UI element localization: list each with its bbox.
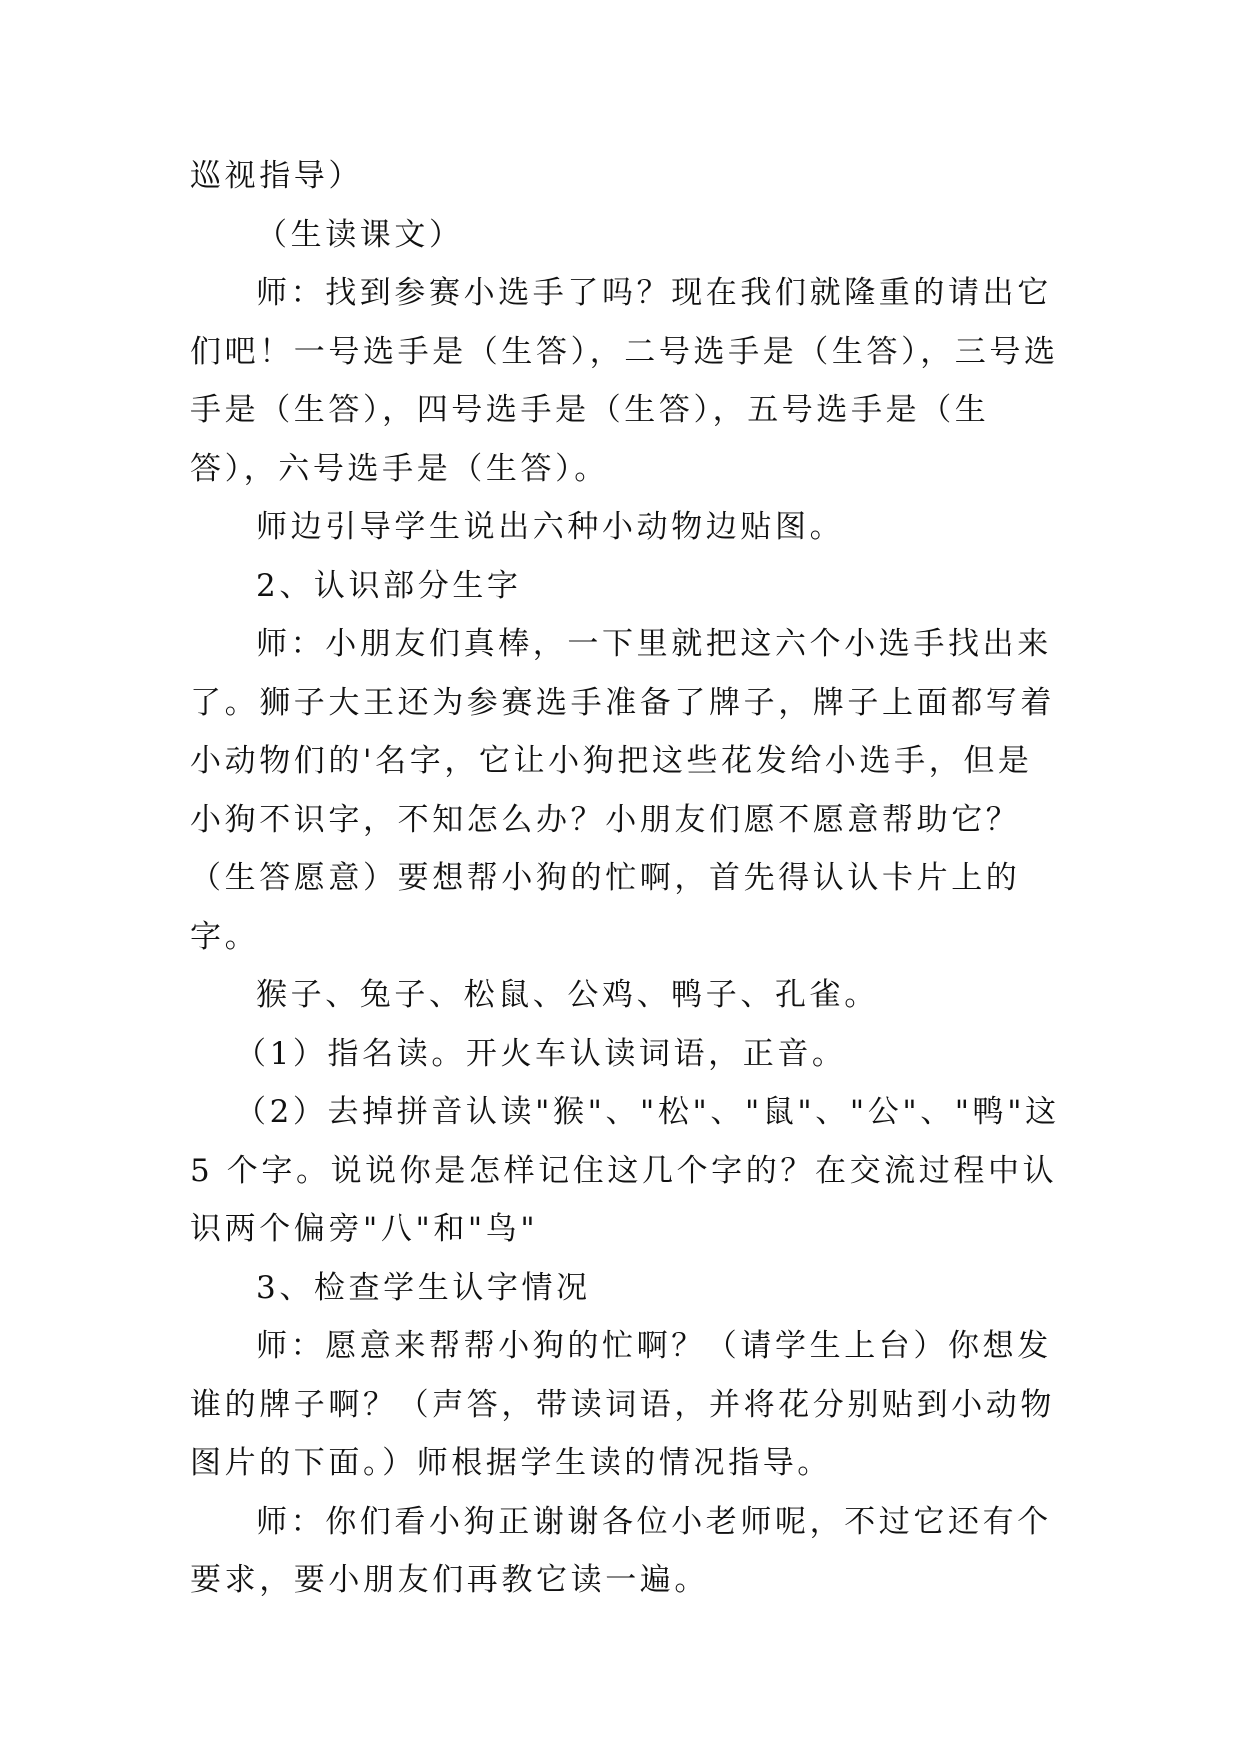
paragraph-teacher-posts-pictures: 师边引导学生说出六种小动物边贴图。 — [256, 509, 845, 545]
paragraph-step-one: （1）指名读。开火车认读词语，正音。 — [235, 1035, 847, 1072]
paragraph-step-two: （2）去掉拼音认读"猴"、"松"、"鼠"、"公"、"鸭"这 5 个字。说说你是怎样记住这几个字的？在交流过程中认识两个偏旁"八"和"鸟" — [190, 1094, 1060, 1247]
paragraph-patrol-guidance: 巡视指导） — [190, 158, 363, 194]
paragraph-students-read-text: （生读课文） — [256, 216, 464, 253]
paragraph-dog-request: 师：你们看小狗正谢谢各位小老师呢，不过它还有个要求，要小朋友们再教它读一遍。 — [190, 1503, 1052, 1598]
paragraph-section-check-recognition: 3、检查学生认字情况 — [256, 1269, 591, 1306]
paragraph-contestants-introduction: 师：找到参赛小选手了吗？现在我们就隆重的请出它们吧！一号选手是（生答），二号选手是（生答），三号选手是（生答），四号选手是（生答），五号选手是（生答），六号选手是（生答）。 — [190, 275, 1059, 487]
paragraph-teacher-card-task: 师：小朋友们真棒，一下里就把这六个小选手找出来了。狮子大王还为参赛选手准备了牌子，牌子上面都写着小动物们的'名字，它让小狗把这些花发给小选手，但是小狗不识字，不知怎么办？小朋友们愿不愿意帮助它？（生答愿意）要想帮小狗的忙啊，首先得认认卡片上的字。 — [190, 626, 1055, 955]
paragraph-animal-words: 猴子、兔子、松鼠、公鸡、鸭子、孔雀。 — [256, 977, 879, 1013]
paragraph-helping-dog: 师：愿意来帮帮小狗的忙啊？（请学生上台）你想发谁的牌子啊？（声答，带读词语，并将花分别贴到小动物图片的下面。）师根据学生读的情况指导。 — [190, 1328, 1055, 1481]
document-body — [190, 147, 1060, 1610]
paragraph-section-recognize-characters: 2、认识部分生字 — [256, 567, 522, 604]
